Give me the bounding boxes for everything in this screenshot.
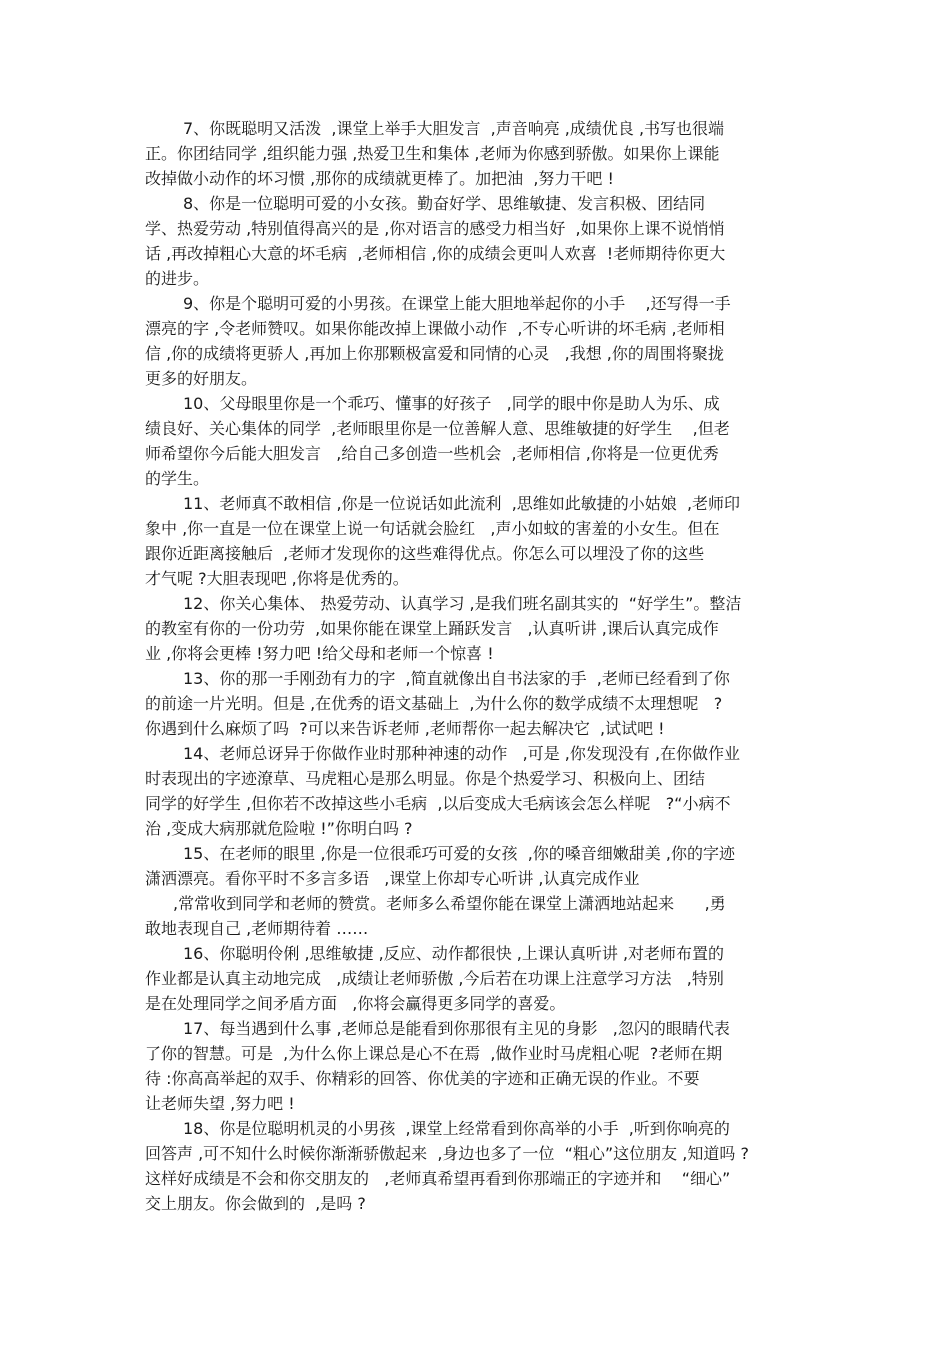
paragraph-line: 7、你既聪明又活泼 ,课堂上举手大胆发言 ,声音响亮 ,成绩优良 ,书写也很端: [183, 119, 725, 138]
comment-paragraph-9: [145, 291, 810, 391]
comment-paragraph-7: [145, 116, 810, 191]
paragraph-line: 才气呢 ?大胆表现吧 ,你将是优秀的。: [145, 569, 409, 588]
paragraph-line: 12、你关心集体、 热爱劳动、认真学习 ,是我们班名副其实的 “好学生”。整洁: [183, 594, 742, 613]
paragraph-line: 14、老师总讶异于你做作业时那种神速的动作 ,可是 ,你发现没有 ,在你做作业: [183, 744, 741, 763]
paragraph-line: 10、父母眼里你是一个乖巧、懂事的好孩子 ,同学的眼中你是助人为乐、成: [183, 394, 720, 413]
paragraph-line: 8、你是一位聪明可爱的小女孩。勤奋好学、思维敏捷、发言积极、团结同: [183, 194, 706, 213]
comment-paragraph-10: [145, 391, 810, 491]
paragraph-line: 了你的智慧。可是 ,为什么你上课总是心不在焉 ,做作业时马虎粗心呢 ?老师在期: [145, 1044, 723, 1063]
paragraph-line: 信 ,你的成绩将更骄人 ,再加上你那颗极富爱和同情的心灵 ,我想 ,你的周围将聚拢: [145, 344, 724, 363]
document-body: [145, 116, 810, 1216]
comment-paragraph-15: [145, 841, 810, 941]
paragraph-line: 作业都是认真主动地完成 ,成绩让老师骄傲 ,今后若在功课上注意学习方法 ,特别: [145, 969, 724, 988]
paragraph-line: 这样好成绩是不会和你交朋友的 ,老师真希望再看到你那端正的字迹并和 “细心”: [145, 1169, 731, 1188]
comment-paragraph-11: [145, 491, 810, 591]
paragraph-line: 潇洒漂亮。看你平时不多言多语 ,课堂上你却专心听讲 ,认真完成作业: [145, 869, 640, 888]
comment-paragraph-12: [145, 591, 810, 666]
paragraph-line: 是在处理同学之间矛盾方面 ,你将会赢得更多同学的喜爱。: [145, 994, 566, 1013]
paragraph-line: 漂亮的字 ,令老师赞叹。如果你能改掉上课做小动作 ,不专心听讲的坏毛病 ,老师相: [145, 319, 725, 338]
paragraph-line: 治 ,变成大病那就危险啦 !”你明白吗 ?: [145, 819, 413, 838]
paragraph-line: 的前途一片光明。但是 ,在优秀的语文基础上 ,为什么你的数学成绩不太理想呢 ?: [145, 694, 723, 713]
paragraph-line: 15、在老师的眼里 ,你是一位很乖巧可爱的女孩 ,你的嗓音细嫩甜美 ,你的字迹: [183, 844, 735, 863]
paragraph-line: 同学的好学生 ,但你若不改掉这些小毛病 ,以后变成大毛病该会怎么样呢 ?“小病不: [145, 794, 731, 813]
paragraph-line: 让老师失望 ,努力吧 !: [145, 1094, 295, 1113]
paragraph-line: 象中 ,你一直是一位在课堂上说一句话就会脸红 ,声小如蚊的害羞的小女生。但在: [145, 519, 720, 538]
paragraph-line: 业 ,你将会更棒 !努力吧 !给父母和老师一个惊喜 !: [145, 644, 494, 663]
paragraph-line: 16、你聪明伶俐 ,思维敏捷 ,反应、动作都很快 ,上课认真听讲 ,对老师布置的: [183, 944, 725, 963]
comment-paragraph-18: [145, 1116, 810, 1216]
paragraph-line: 18、你是位聪明机灵的小男孩 ,课堂上经常看到你高举的小手 ,听到你响亮的: [183, 1119, 730, 1138]
paragraph-line: 更多的好朋友。: [145, 369, 258, 388]
paragraph-line: 9、你是个聪明可爱的小男孩。在课堂上能大胆地举起你的小手 ,还写得一手: [183, 294, 731, 313]
comment-paragraph-13: [145, 666, 810, 741]
comment-paragraph-8: [145, 191, 810, 291]
paragraph-line: 的学生。: [145, 469, 210, 488]
paragraph-line: 回答声 ,可不知什么时候你渐渐骄傲起来 ,身边也多了一位 “粗心”这位朋友 ,知道吗 ?: [145, 1144, 749, 1163]
paragraph-line: 时表现出的字迹潦草、马虎粗心是那么明显。你是个热爱学习、积极向上、团结: [145, 769, 706, 788]
paragraph-line: 11、老师真不敢相信 ,你是一位说话如此流利 ,思维如此敏捷的小姑娘 ,老师印: [183, 494, 741, 513]
comment-paragraph-14: [145, 741, 810, 841]
paragraph-line: ,常常收到同学和老师的赞赏。老师多么希望你能在课堂上潇洒地站起来 ,勇: [173, 894, 726, 913]
paragraph-line: 跟你近距离接触后 ,老师才发现你的这些难得优点。你怎么可以埋没了你的这些: [145, 544, 705, 563]
paragraph-line: 待 :你高高举起的双手、你精彩的回答、你优美的字迹和正确无误的作业。不要: [145, 1069, 700, 1088]
paragraph-line: 改掉做小动作的坏习惯 ,那你的成绩就更棒了。加把油 ,努力干吧 !: [145, 169, 614, 188]
paragraph-line: 的进步。: [145, 269, 210, 288]
paragraph-line: 学、热爱劳动 ,特别值得高兴的是 ,你对语言的感受力相当好 ,如果你上课不说悄悄: [145, 219, 725, 238]
paragraph-line: 师希望你今后能大胆发言 ,给自己多创造一些机会 ,老师相信 ,你将是一位更优秀: [145, 444, 719, 463]
comment-paragraph-16: [145, 941, 810, 1016]
paragraph-line: 17、每当遇到什么事 ,老师总是能看到你那很有主见的身影 ,忽闪的眼睛代表: [183, 1019, 730, 1038]
paragraph-line: 正。你团结同学 ,组织能力强 ,热爱卫生和集体 ,老师为你感到骄傲。如果你上课能: [145, 144, 720, 163]
paragraph-line: 绩良好、关心集体的同学 ,老师眼里你是一位善解人意、思维敏捷的好学生 ,但老: [145, 419, 730, 438]
paragraph-line: 你遇到什么麻烦了吗 ?可以来告诉老师 ,老师帮你一起去解决它 ,试试吧 !: [145, 719, 665, 738]
paragraph-line: 的教室有你的一份功劳 ,如果你能在课堂上踊跃发言 ,认真听讲 ,课后认真完成作: [145, 619, 719, 638]
comment-paragraph-17: [145, 1016, 810, 1116]
paragraph-line: 交上朋友。你会做到的 ,是吗 ?: [145, 1194, 366, 1213]
paragraph-line: 话 ,再改掉粗心大意的坏毛病 ,老师相信 ,你的成绩会更叫人欢喜 !老师期待你更大: [145, 244, 726, 263]
paragraph-line: 13、你的那一手刚劲有力的字 ,简直就像出自书法家的手 ,老师已经看到了你: [183, 669, 730, 688]
paragraph-line: 敢地表现自己 ,老师期待着 ……: [145, 919, 369, 938]
